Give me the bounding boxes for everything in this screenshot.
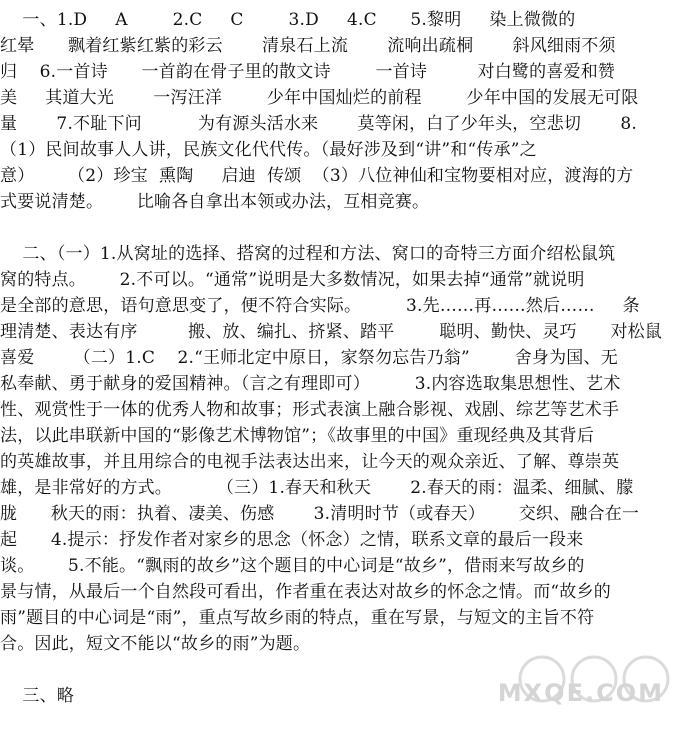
text-line: 私奉献、勇于献身的爱国精神。（言之有理即可） 3.内容选取集思想性、艺术 — [0, 374, 621, 394]
text-line: 二、（一）1.从窝址的选择、搭窝的过程和方法、窝口的奇特三方面介绍松鼠筑 — [0, 244, 616, 264]
watermark-text: MXQE.COM — [497, 679, 664, 707]
text-line: 意） （2）珍宝 熏陶 启迪 传颂 （3）八位神仙和宝物要相对应，渡海的方 — [0, 166, 634, 186]
text-line: 一、1.D A 2.C C 3.D 4.C 5.黎明 染上微微的 — [0, 10, 576, 30]
text-line: （1）民间故事人人讲，民族文化代代传。（最好涉及到“讲”和“传承”之 — [0, 140, 537, 160]
text-line: 红晕 飘着红紫红紫的彩云 清泉石上流 流响出疏桐 斜风细雨不须 — [0, 36, 616, 56]
text-line: 的英雄故事，并且用综合的电视手法表达出来，让今天的观众亲近、了解、尊崇英 — [0, 452, 620, 472]
text-line: 景与情，从最后一个自然段可看出，作者重在表达对故乡的怀念之情。而“故乡的 — [0, 582, 611, 602]
text-line: 式要说清楚。 比喻各自拿出本领或办法，互相竞赛。 — [0, 192, 430, 212]
text-line: 合。因此，短文不能以“故乡的雨”为题。 — [0, 634, 311, 654]
text-line: 谈。 5.不能。“飘雨的故乡”这个题目的中心词是“故乡”，借雨来写故乡的 — [0, 556, 585, 576]
text-line: 三、略 — [0, 686, 75, 706]
text-line: 法，以此串联新中国的“影像艺术博物馆”；《故事里的中国》重现经典及其背后 — [0, 426, 595, 446]
text-line: 理清楚、表达有序 搬、放、编扎、挤紧、踏平 聪明、勤快、灵巧 对松鼠 — [0, 322, 663, 342]
text-line: 是全部的意思，语句意思变了，便不符合实际。 3.先……再……然后…… 条 — [0, 296, 640, 316]
text-line: 性、观赏性于一体的优秀人物和故事；形式表演上融合影视、戏剧、综艺等艺术手 — [0, 400, 620, 420]
text-line: 胧 秋天的雨：执着、凄美、伤感 3.清明时节（或春天） 交织、融合在一 — [0, 504, 640, 524]
text-line: 喜爱 （二）1.C 2.“王师北定中原日，家祭勿忘告乃翁” 舍身为国、无 — [0, 348, 618, 368]
text-line: 归 6.一首诗 一首韵在骨子里的散文诗 一首诗 对白鹭的喜爱和赞 — [0, 62, 616, 82]
watermark-logo — [497, 653, 678, 711]
text-line: 美 其道大光 一泻汪洋 少年中国灿烂的前程 少年中国的发展无可限 — [0, 88, 639, 108]
text-line: 起 4.提示：抒发作者对家乡的思念（怀念）之情，联系文章的最后一段来 — [0, 530, 584, 550]
text-line: 雄，是非常好的方式。 （三）1.春天和秋天 2.春天的雨：温柔、细腻、朦 — [0, 478, 634, 498]
text-line: 量 7.不耻下问 为有源头活水来 莫等闲，白了少年头，空悲切 8. — [0, 114, 637, 134]
text-line: 雨”题目的中心词是“雨”，重点写故乡雨的特点，重在写景，与短文的主旨不符 — [0, 608, 595, 628]
text-line: 窝的特点。 2.不可以。“通常”说明是大多数情况，如果去掉“通常”就说明 — [0, 270, 585, 290]
